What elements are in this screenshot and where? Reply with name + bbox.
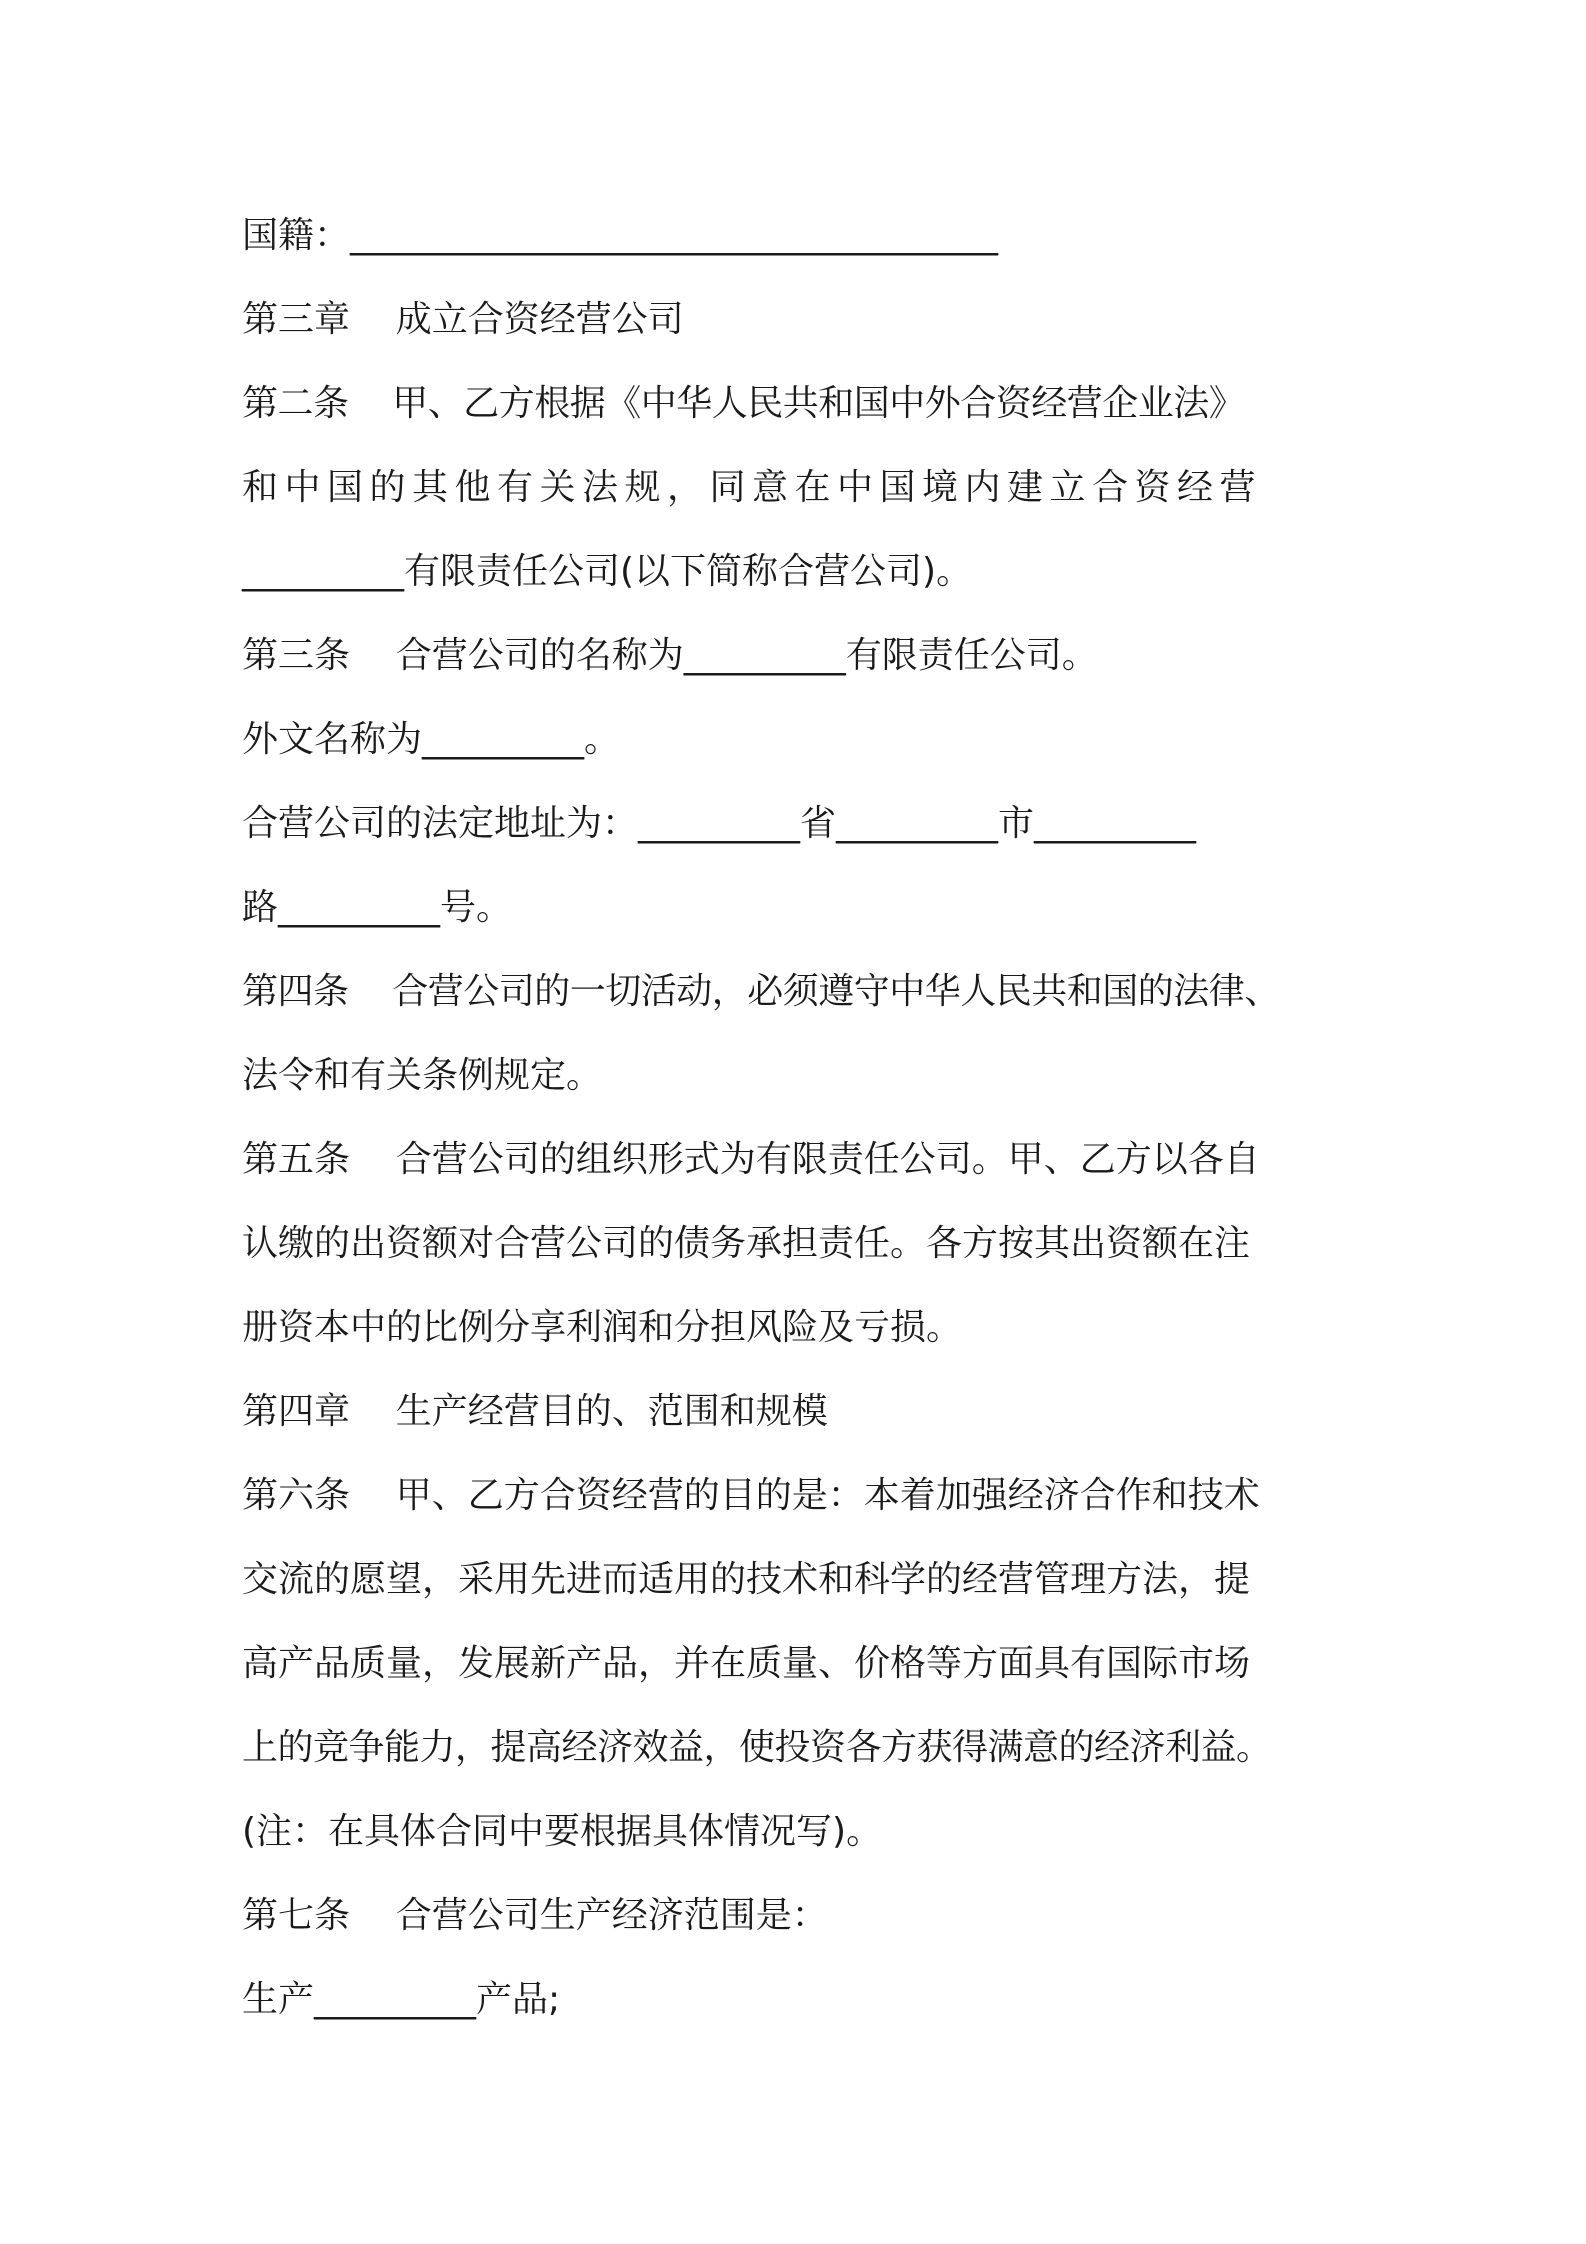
- article-3-foreign-name: 外文名称为_________。: [242, 719, 621, 760]
- article-5-line-1: 第五条 合营公司的组织形式为有限责任公司。甲、乙方以各自: [242, 1139, 1260, 1180]
- article-3-address-line-2: 路_________号。: [242, 887, 513, 928]
- article-7-line-1: 第七条 合营公司生产经济范围是：: [242, 1895, 828, 1936]
- article-2-line-1: 第二条 甲、乙方根据《中华人民共和国中外合资经营企业法》: [242, 383, 1245, 424]
- chapter-3-heading: 第三章 成立合资经营公司: [242, 299, 684, 340]
- contract-text: [242, 194, 1362, 2042]
- article-4-line-1: 第四条 合营公司的一切活动，必须遵守中华人民共和国的法律、: [242, 971, 1280, 1012]
- article-6-line-1: 第六条 甲、乙方合资经营的目的是：本着加强经济合作和技术: [242, 1475, 1260, 1516]
- article-2-line-2: 和中国的其他有关法规，同意在中国境内建立合资经营: [242, 467, 1263, 508]
- article-7-line-2: 生产_________产品;: [242, 1979, 561, 2020]
- article-6-line-3: 高产品质量，发展新产品，并在质量、价格等方面具有国际市场: [242, 1643, 1251, 1684]
- chapter-4-heading: 第四章 生产经营目的、范围和规模: [242, 1391, 828, 1432]
- article-5-line-2: 认缴的出资额对合营公司的债务承担责任。各方按其出资额在注: [242, 1223, 1251, 1264]
- article-6-line-2: 交流的愿望，采用先进而适用的技术和科学的经营管理方法，提: [242, 1559, 1251, 1600]
- article-6-line-4: 上的竞争能力，提高经济效益，使投资各方获得满意的经济利益。: [242, 1727, 1272, 1768]
- article-6-note: (注：在具体合同中要根据具体情况写)。: [242, 1811, 883, 1852]
- article-3-line-1: 第三条 合营公司的名称为_________有限责任公司。: [242, 635, 1098, 676]
- nationality-line: 国籍：____________________________________: [242, 215, 999, 256]
- article-5-line-3: 册资本中的比例分享利润和分担风险及亏损。: [242, 1307, 963, 1348]
- article-3-address-line-1: 合营公司的法定地址为：_________省_________市_________: [242, 803, 1197, 844]
- article-2-line-3: _________有限责任公司(以下简称合营公司)。: [242, 551, 973, 592]
- article-4-line-2: 法令和有关条例规定。: [242, 1055, 603, 1096]
